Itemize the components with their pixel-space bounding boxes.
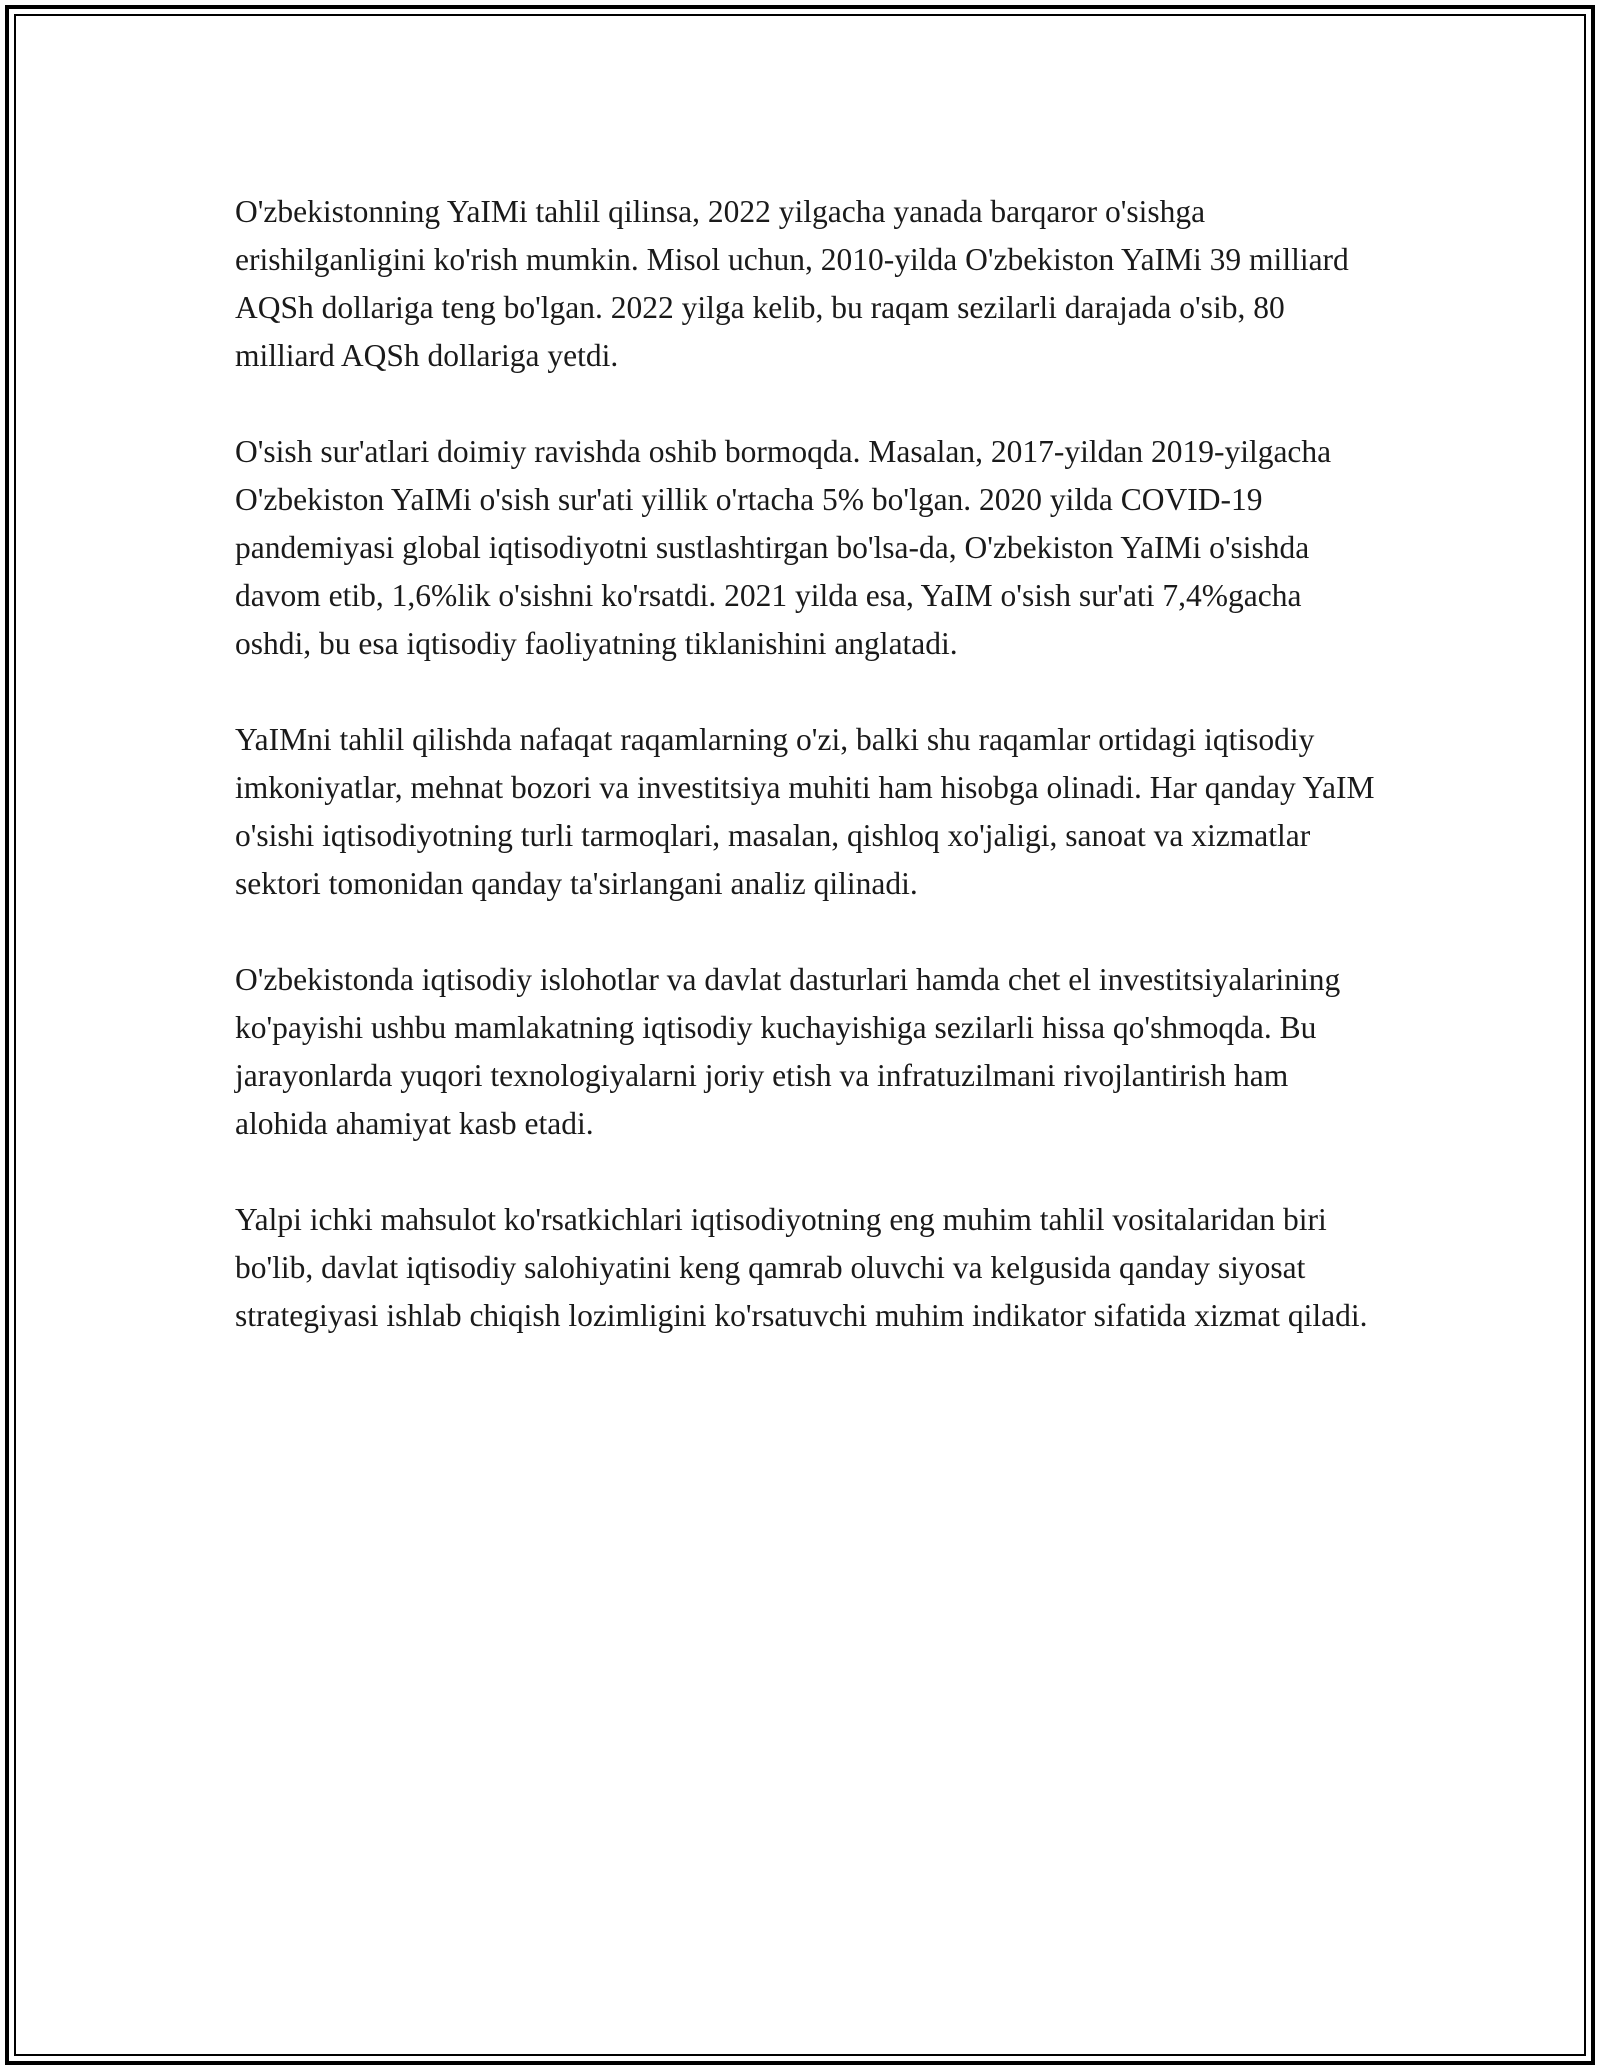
paragraph-conclusion: Yalpi ichki mahsulot ko'rsatkichlari iqtisodiyotning eng muhim tahlil vositalaridan biri bo'lib, davlat iqtisodiy salohiyatini keng qamrab oluvchi va kelgusida qanday siyosat strategiyasi ishlab chiqish lozimligini ko'rsatuvchi muhim indikator sifatida xizmat qiladi. bbox=[235, 1202, 1368, 1333]
paragraph-growth-rates: O'sish sur'atlari doimiy ravishda oshib bormoqda. Masalan, 2017-yildan 2019-yilgacha O'zbekiston YaIMi o'sish sur'ati yillik o'rtacha 5% bo'lgan. 2020 yilda COVID-19 pandemiyasi global iqtisodiyotni sustlashtirgan bo'lsa-da, O'zbekiston YaIMi o'sishda davom etib, 1,6%lik o'sishni ko'rsatdi. 2021 yilda esa, YaIM o'sish sur'ati 7,4%gacha oshdi, bu esa iqtisodiy faoliyatning tiklanishini anglatadi. bbox=[235, 434, 1332, 661]
document-body bbox=[235, 188, 1375, 1388]
paragraph-gdp-overview: O'zbekistonning YaIMi tahlil qilinsa, 2022 yilgacha yanada barqaror o'sishga erishilganligini ko'rish mumkin. Misol uchun, 2010-yilda O'zbekiston YaIMi 39 milliard AQSh dollariga teng bo'lgan. 2022 yilga kelib, bu raqam sezilarli darajada o'sib, 80 milliard AQSh dollariga yetdi. bbox=[235, 194, 1349, 373]
paragraph-gdp-analysis: YaIMni tahlil qilishda nafaqat raqamlarning o'zi, balki shu raqamlar ortidagi iqtisodiy imkoniyatlar, mehnat bozori va investitsiya muhiti ham hisobga olinadi. Har qanday YaIM o'sishi iqtisodiyotning turli tarmoqlari, masalan, qishloq xo'jaligi, sanoat va xizmatlar sektori tomonidan qanday ta'sirlangani analiz qilinadi. bbox=[235, 722, 1375, 901]
paragraph-reforms: O'zbekistonda iqtisodiy islohotlar va davlat dasturlari hamda chet el investitsiyalarining ko'payishi ushbu mamlakatning iqtisodiy kuchayishiga sezilarli hissa qo'shmoqda. Bu jarayonlarda yuqori texnologiyalarni joriy etish va infratuzilmani rivojlantirish ham alohida ahamiyat kasb etadi. bbox=[235, 962, 1341, 1141]
